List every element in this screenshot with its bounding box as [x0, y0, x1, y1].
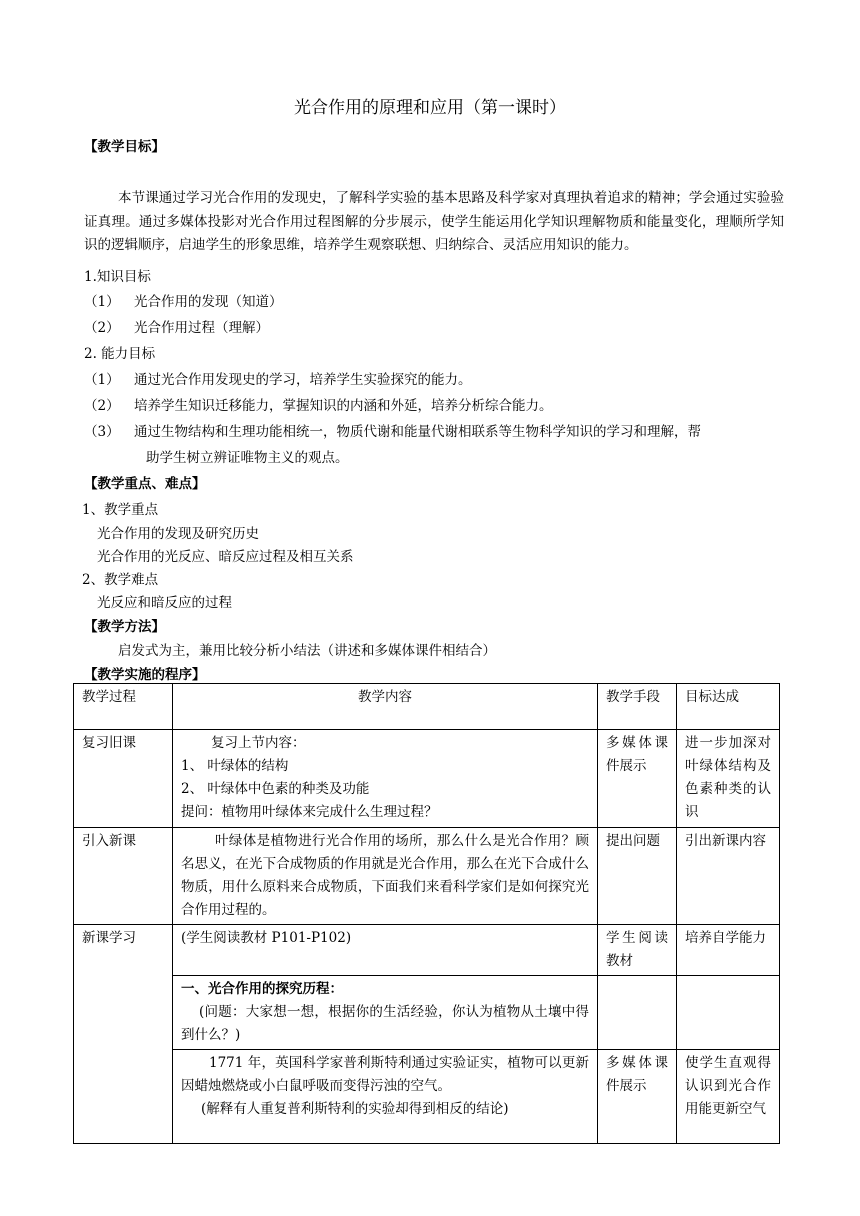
stage-cell: 复习旧课 — [74, 730, 173, 828]
goal-cell: 使学生直观得认识到光合作用能更新空气 — [677, 1050, 780, 1144]
means-cell: 学生阅读教材 — [598, 925, 677, 976]
content-cell: 叶绿体是植物进行光合作用的场所，那么什么是光合作用？顾名思义，在光下合成物质的作用就是光合作用，那么在光下合成什么物质，用什么原料来合成物质，下面我们来看科学家们是如何探究光合作用过程的。 — [173, 828, 598, 925]
question-text: (问题：大家想一想，根据你的生活经验，你认为植物从土壤中得到什么？) — [181, 1004, 589, 1043]
method-text: 启发式为主，兼用比较分析小结法（讲述和多媒体课件相结合） — [118, 643, 496, 659]
ability-item-num: （2） — [84, 398, 120, 414]
table-row — [74, 976, 780, 1050]
knowledge-heading: 1.知识目标 — [84, 269, 151, 285]
content-text: 1771 年，英国科学家普利斯特利通过实验证实，植物可以更新因蜡烛燃烧或小白鼠呼吸而变得污浊的空气。 — [181, 1055, 589, 1094]
method-heading: 【教学方法】 — [84, 619, 165, 635]
column-header: 教学内容 — [173, 684, 598, 730]
ability-item-text: 通过光合作用发现史的学习，培养学生实验探究的能力。 — [134, 372, 472, 388]
means-cell — [598, 976, 677, 1050]
ability-item-text: 培养学生知识迁移能力，掌握知识的内涵和外延，培养分析综合能力。 — [134, 398, 553, 414]
content-cell — [173, 1050, 598, 1144]
stage-cell: 新课学习 — [74, 925, 173, 1144]
ability-item-text: 通过生物结构和生理功能相统一，物质代谢和能量代谢相联系等生物科学知识的学习和理解，帮 — [134, 424, 701, 440]
content-line: 复习上节内容： — [211, 735, 306, 751]
content-cell: (学生阅读教材 P101-P102) — [173, 925, 598, 976]
procedure-heading: 【教学实施的程序】 — [84, 667, 206, 683]
objectives-intro: 本节课通过学习光合作用的发现史，了解科学实验的基本思路及科学家对真理执着追求的精神；学会通过实验验证真理。通过多媒体投影对光合作用过程图解的分步展示，使学生能运用化学知识理解物质和能量变化，理顺所学知识的逻辑顺序，启迪学生的形象思维，培养学生观察联想、归纳综合、灵活应用知识的能力。 — [84, 190, 784, 253]
means-cell: 多媒体课件展示 — [598, 1050, 677, 1144]
goal-cell — [677, 976, 780, 1050]
goal-cell: 培养自学能力 — [677, 925, 780, 976]
table-row — [74, 925, 780, 976]
column-header: 教学过程 — [74, 684, 173, 730]
stage-cell: 引入新课 — [74, 828, 173, 925]
section-heading: 一、光合作用的探究历程： — [181, 981, 343, 997]
goal-cell: 进一步加深对叶绿体结构及色素种类的认识 — [677, 730, 780, 828]
key-points-heading: 【教学重点、难点】 — [84, 476, 206, 492]
knowledge-item-num: （1） — [84, 294, 120, 310]
ability-item-continuation: 助学生树立辨证唯物主义的观点。 — [146, 450, 349, 466]
content-line: 提问：植物用叶绿体来完成什么生理过程？ — [181, 804, 438, 820]
note-text: (解释有人重复普利斯特利的实验却得到相反的结论) — [201, 1101, 509, 1117]
difficulty-heading: 2、教学难点 — [82, 572, 159, 588]
table-row — [74, 1050, 780, 1144]
objectives-heading: 【教学目标】 — [84, 139, 165, 155]
table-row — [74, 828, 780, 925]
page-title: 光合作用的原理和应用（第一课时） — [294, 98, 566, 118]
table-header-row — [74, 684, 780, 730]
difficulty-item: 光反应和暗反应的过程 — [97, 595, 232, 611]
procedure-table — [73, 683, 780, 1144]
knowledge-item-text: 光合作用的发现（知道） — [134, 294, 283, 310]
content-line: 1、 叶绿体的结构 — [181, 758, 289, 774]
focus-item: 光合作用的发现及研究历史 — [97, 526, 259, 542]
content-cell — [173, 976, 598, 1050]
goal-cell: 引出新课内容 — [677, 828, 780, 925]
means-cell: 多媒体课件展示 — [598, 730, 677, 828]
ability-item-num: （1） — [84, 372, 120, 388]
column-header: 教学手段 — [598, 684, 677, 730]
content-cell — [173, 730, 598, 828]
column-header: 目标达成 — [677, 684, 780, 730]
ability-heading: 2. 能力目标 — [84, 346, 156, 362]
focus-heading: 1、教学重点 — [82, 502, 159, 518]
table-row — [74, 730, 780, 828]
knowledge-item-text: 光合作用过程（理解） — [134, 320, 269, 336]
focus-item: 光合作用的光反应、暗反应过程及相互关系 — [97, 549, 354, 565]
means-cell: 提出问题 — [598, 828, 677, 925]
ability-item-num: （3） — [84, 424, 120, 440]
knowledge-item-num: （2） — [84, 320, 120, 336]
content-line: 2、 叶绿体中色素的种类及功能 — [181, 781, 370, 797]
